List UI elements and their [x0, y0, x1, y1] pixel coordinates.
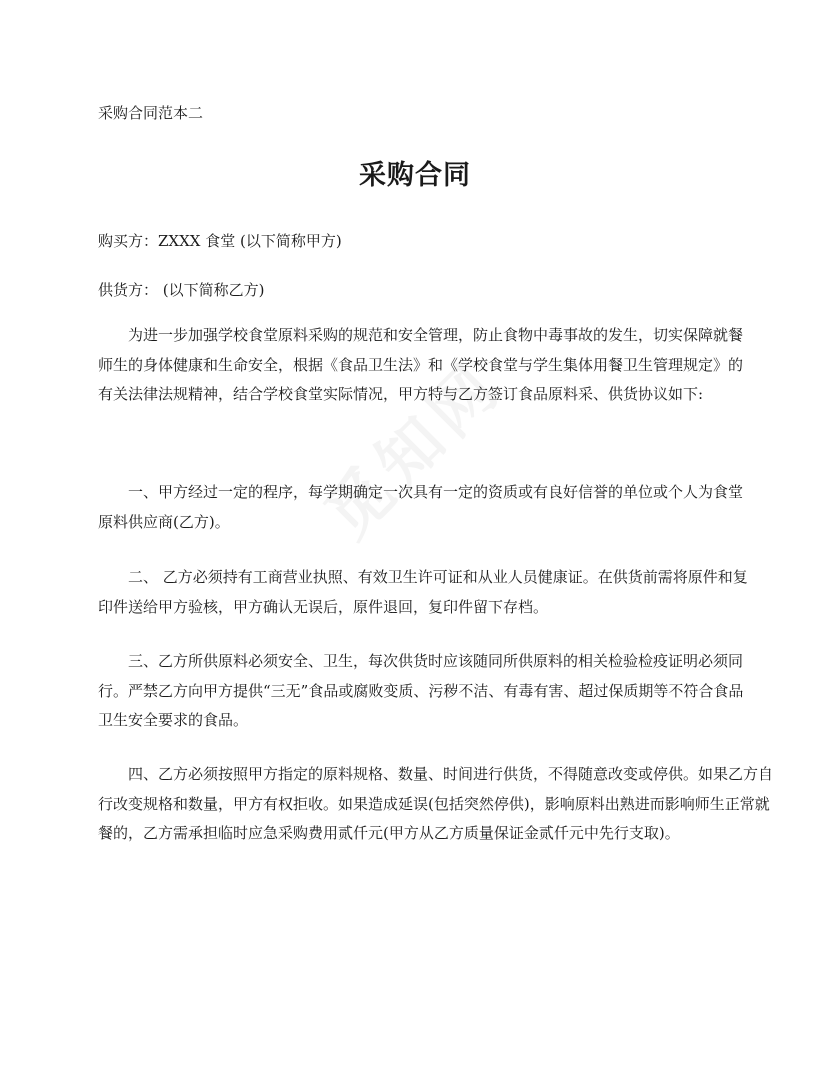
- clause-4-paragraph: 四、乙方必须按照甲方指定的原料规格、数量、时间进行供货，不得随意改变或停供。如果乙方自行改变规格和数量，甲方有权拒收。如果造成延误(包括突然停供)，影响原料出熟进而影响师生正常就餐的，乙方需承担临时应急采购费用贰仟元(甲方从乙方质量保证金贰仟元中先行支取)。: [98, 765, 774, 842]
- sample-label: 采购合同范本二: [98, 104, 204, 122]
- clause-1-paragraph: 一、甲方经过一定的程序，每学期确定一次具有一定的资质或有良好信誉的单位或个人为食堂原料供应商(乙方)。: [98, 483, 744, 531]
- clause-2-paragraph: 二、 乙方必须持有工商营业执照、有效卫生许可证和从业人员健康证。在供货前需将原件和复印件送给甲方验核，甲方确认无误后，原件退回，复印件留下存档。: [98, 568, 748, 616]
- document-title: 采购合同: [359, 160, 471, 191]
- supplier-line: 供货方： (以下简称乙方): [98, 281, 265, 299]
- intro-paragraph: 为进一步加强学校食堂原料采购的规范和安全管理，防止食物中毒事故的发生，切实保障就餐师生的身体健康和生命安全，根据《食品卫生法》和《学校食堂与学生集体用餐卫生管理规定》的有关法律法规精神，结合学校食堂实际情况，甲方特与乙方签订食品原料采、供货协议如下:: [98, 326, 744, 403]
- buyer-line: 购买方：ZXXX 食堂 (以下简称甲方): [98, 232, 342, 250]
- clause-3-paragraph: 三、乙方所供原料必须安全、卫生，每次供货时应该随同所供原料的相关检验检疫证明必须同行。严禁乙方向甲方提供“三无”食品或腐败变质、污秽不洁、有毒有害、超过保质期等不符合食品卫生安全要求的食品。: [98, 652, 744, 729]
